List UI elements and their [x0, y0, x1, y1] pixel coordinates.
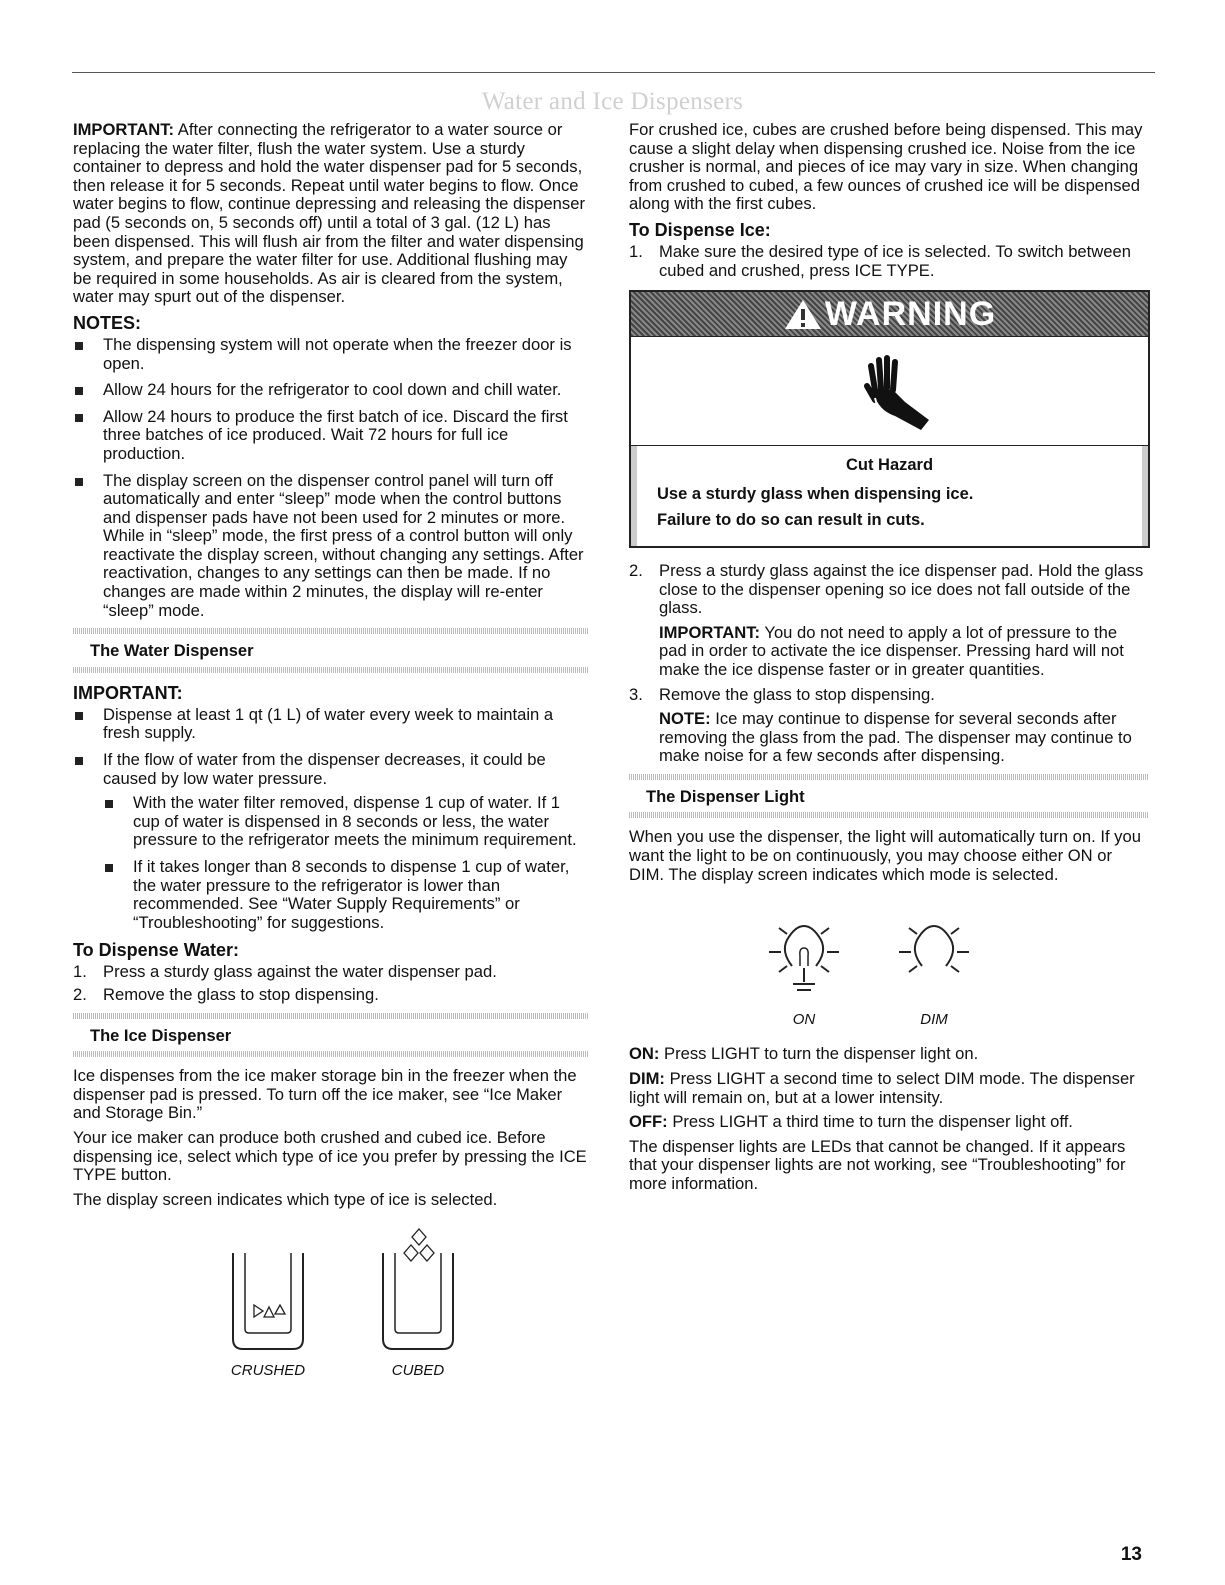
off-label: OFF:: [629, 1112, 668, 1132]
on-label: ON:: [629, 1044, 660, 1064]
page-number: 13: [1120, 1544, 1142, 1565]
important-paragraph: [73, 121, 588, 307]
step-text: Make sure the desired type of ice is selected. To switch between cubed and crushed, press ICE TYPE.: [659, 241, 1131, 280]
list-item: The dispensing system will not operate when the freezer door is open.: [73, 336, 588, 373]
off-text: Press LIGHT a third time to turn the dispenser light off.: [667, 1112, 1073, 1132]
section-title: The Water Dispenser: [90, 642, 254, 661]
list-item: [73, 751, 588, 932]
dim-figure: [889, 906, 979, 1029]
note-label: NOTE:: [659, 709, 711, 729]
cut-hand-icon: [845, 346, 935, 436]
top-rule: [72, 72, 1155, 73]
dispense-water-heading: To Dispense Water:: [73, 940, 240, 961]
crushed-figure: [223, 1227, 313, 1380]
water-important-heading: IMPORTANT:: [73, 682, 183, 703]
light-dim-paragraph: [629, 1070, 1149, 1107]
list-item: Dispense at least 1 qt (1 L) of water every week to maintain a fresh supply.: [73, 706, 588, 743]
list-item: [629, 686, 1149, 766]
step-important: [659, 624, 1149, 680]
dim-label: DIM:: [629, 1069, 665, 1089]
hazard-title: Cut Hazard: [845, 456, 934, 475]
ice-dispenser-section-header: [73, 1013, 588, 1058]
note-text: Ice may continue to dispense for several seconds after removing the glass from the pad. The dispenser may continue to make noise for a few seconds after dispensing.: [659, 709, 1132, 766]
warning-box: [629, 290, 1150, 548]
cut-hazard-picture: [631, 336, 1148, 446]
on-figure: [759, 906, 849, 1029]
figure-caption: CUBED: [391, 1361, 445, 1379]
light-dim-icon: [889, 906, 979, 1006]
crushed-cup-icon: [223, 1227, 313, 1357]
list-item: [73, 963, 588, 982]
crushed-paragraph: For crushed ice, cubes are crushed before being dispensed. This may cause a slight delay when dispensing crushed ice. Noise from the ice crusher is normal, and pieces of ice may vary in size. When changing from crushed to cubed, a few ounces of crushed ice will be dispensed along with the first cubes.: [629, 120, 1143, 214]
important-text: You do not need to apply a lot of pressure to the pad in order to activate the ice dispenser. Pressing hard will not make the ice dispense faster or in greater quantities.: [659, 622, 1124, 679]
step-text: Press a sturdy glass against the ice dispenser pad. Hold the glass close to the dispenser opening so ice does not fall outside of the glass.: [659, 560, 1144, 618]
list-item: With the water filter removed, dispense 1 cup of water. If 1 cup of water is dispensed in 8 seconds or less, the water pressure to the refrigerator meets the minimum requirement.: [103, 794, 588, 850]
leds-paragraph: The dispenser lights are LEDs that cannot be changed. If it appears that your dispenser lights are not working, see “Troubleshooting” for more information.: [629, 1136, 1126, 1193]
warning-header: [631, 292, 1148, 336]
dispense-water-steps: [73, 963, 588, 1004]
figure-caption: CRUSHED: [230, 1361, 306, 1379]
figure-caption: ON: [792, 1010, 816, 1028]
left-column: [73, 121, 588, 1381]
dim-text: Press LIGHT a second time to select DIM mode. The dispenser light will remain on, but at a lower intensity.: [629, 1069, 1135, 1107]
warning-triangle-icon: [783, 297, 823, 331]
warning-line: Failure to do so can result in cuts.: [657, 511, 925, 530]
step-number: 1.: [629, 241, 643, 261]
step-text: Press a sturdy glass against the water dispenser pad.: [103, 962, 497, 982]
dispense-ice-heading: To Dispense Ice:: [629, 219, 771, 240]
water-important-list: [73, 706, 588, 933]
section-divider: [73, 667, 588, 673]
list-item: The display screen on the dispenser control panel will turn off automatically and enter “sleep” mode when the control buttons and dispenser pads have not been used for 2 minutes or more. While in “sleep” mode, the first press of a control button will only reactivate the display screen, without changing any settings. After reactivation, changes to any settings can then be made. If no changes are made within 2 minutes, the display will re-enter “sleep” mode.: [73, 472, 588, 621]
step-number: 3.: [629, 684, 643, 704]
light-on-icon: [759, 906, 849, 1006]
light-mode-figure: [629, 906, 1149, 1029]
step-number: 2.: [73, 984, 87, 1004]
list-item: Allow 24 hours to produce the first batch of ice. Discard the first three batches of ice produced. Wait 72 hours for full ice production.: [73, 408, 588, 464]
water-dispenser-section-header: [73, 628, 588, 673]
page-title: Water and Ice Dispensers: [481, 88, 744, 115]
step-text: Remove the glass to stop dispensing.: [659, 684, 935, 704]
section-title: The Ice Dispenser: [90, 1026, 232, 1045]
dispense-ice-steps-cont: [629, 562, 1149, 766]
cubed-figure: [373, 1227, 463, 1380]
ice-paragraph: Ice dispenses from the ice maker storage bin in the freezer when the dispenser pad is pressed. To turn off the ice maker, see “Ice Maker and Storage Bin.”: [73, 1066, 577, 1123]
ice-paragraph: The display screen indicates which type of ice is selected.: [73, 1189, 498, 1209]
section-title: The Dispenser Light: [646, 787, 805, 806]
important-label: IMPORTANT:: [659, 622, 761, 642]
list-item: [73, 986, 588, 1005]
warning-title: WARNING: [824, 294, 997, 333]
warning-body: [631, 446, 1148, 546]
light-off-paragraph: [629, 1113, 1149, 1132]
step-note: [659, 710, 1149, 766]
list-item: [629, 562, 1149, 680]
light-on-paragraph: [629, 1045, 1149, 1064]
step-number: 1.: [73, 962, 87, 982]
step-number: 2.: [629, 560, 643, 580]
list-item: If it takes longer than 8 seconds to dispense 1 cup of water, the water pressure to the refrigerator is lower than recommended. See “Water Supply Requirements” or “Troubleshooting” for suggestions.: [103, 858, 588, 932]
dispense-ice-steps: [629, 243, 1149, 280]
list-item-text: If the flow of water from the dispenser decreases, it could be caused by low water pressure.: [103, 750, 546, 788]
list-item: Allow 24 hours for the refrigerator to cool down and chill water.: [73, 381, 588, 400]
section-divider: [73, 1051, 588, 1057]
on-text: Press LIGHT to turn the dispenser light on.: [659, 1044, 979, 1064]
notes-heading: NOTES:: [73, 312, 142, 333]
important-label: IMPORTANT:: [73, 120, 175, 139]
light-intro: When you use the dispenser, the light will automatically turn on. If you want the light to be on continuously, you may choose either ON or DIM. The display screen indicates which mode is selected.: [629, 827, 1141, 884]
warning-line: Use a sturdy glass when dispensing ice.: [657, 484, 974, 503]
step-text: Remove the glass to stop dispensing.: [103, 984, 379, 1004]
ice-paragraph: Your ice maker can produce both crushed and cubed ice. Before dispensing ice, select which type of ice you prefer by pressing the ICE TYPE button.: [73, 1127, 587, 1185]
dispenser-light-section-header: [629, 774, 1149, 819]
right-column: [629, 121, 1149, 1200]
figure-caption: DIM: [920, 1010, 948, 1028]
ice-type-figure: [73, 1227, 588, 1380]
important-text: After connecting the refrigerator to a water source or replacing the water filter, flush the water system. Use a sturdy container to depress and hold the water dispenser pad for 5 seconds, then release it for 5 seconds. Repeat until water begins to flow. Once water begins to flow, continue depressing and releasing the dispenser pad (5 seconds on, 5 seconds off) until a total of 3 gal. (12 L) has been dispensed. This will flush air from the filter and water dispensing system, and prepare the water filter for use. Additional flushing may be required in some households. As air is cleared from the system, water may spurt out of the dispenser.: [73, 120, 585, 307]
list-item: [629, 243, 1149, 280]
sub-list: [103, 794, 588, 932]
notes-list: [73, 336, 588, 620]
section-divider: [629, 812, 1149, 818]
cubed-cup-icon: [373, 1227, 463, 1357]
